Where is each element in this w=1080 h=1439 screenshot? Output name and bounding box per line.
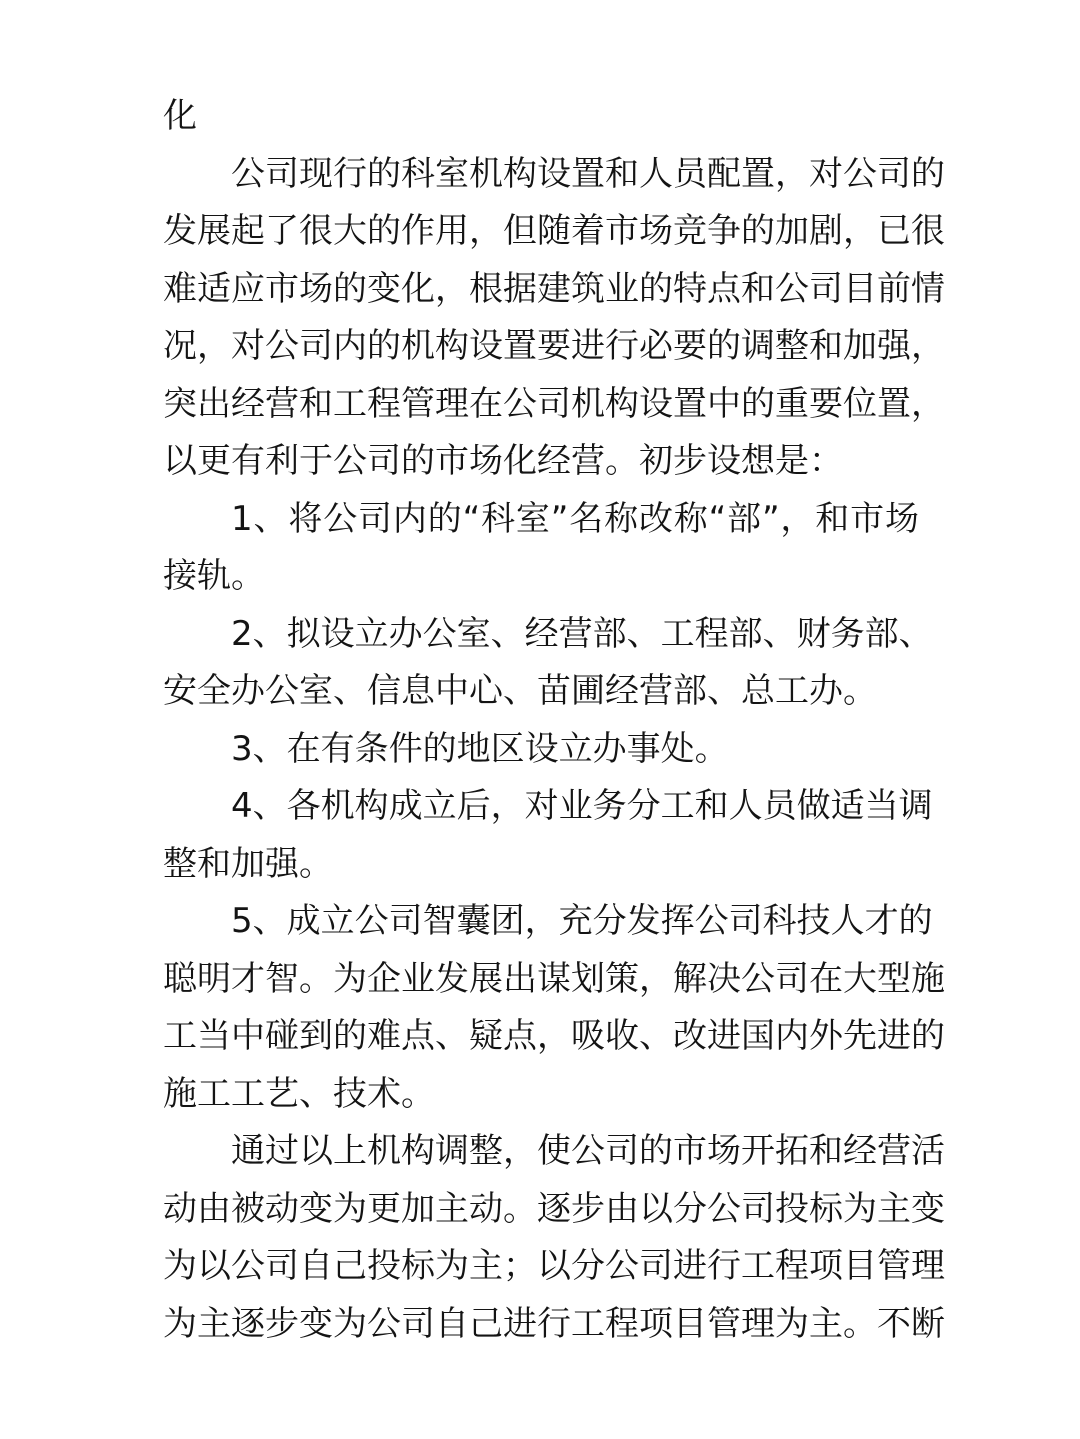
text-line: 公司现行的科室机构设置和人员配置，对公司的 <box>231 153 945 194</box>
paragraph-conclusion <box>163 1123 945 1353</box>
text-line: 况，对公司内的机构设置要进行必要的调整和加强， <box>163 326 945 366</box>
text-line: 整和加强。 <box>163 843 333 884</box>
paragraph-item-5 <box>163 893 945 1123</box>
text-line: 工当中碰到的难点、疑点，吸收、改进国内外先进的 <box>163 1016 945 1056</box>
paragraph-item-3 <box>163 721 919 779</box>
text-line: 突出经营和工程管理在公司机构设置中的重要位置， <box>163 383 945 424</box>
continuation-line <box>163 88 919 146</box>
text-line: 难适应市场的变化，根据建筑业的特点和公司目前情 <box>163 268 945 309</box>
text-line: 为主逐步变为公司自己进行工程项目管理为主。不断 <box>163 1303 945 1344</box>
paragraph-intro <box>163 146 945 491</box>
text-line: 化 <box>163 96 197 136</box>
text-line: 1、将公司内的“科室”名称改称“部”，和市场 <box>231 498 919 539</box>
text-line: 以更有利于公司的市场化经营。初步设想是： <box>163 441 843 481</box>
document-body <box>163 88 945 1353</box>
text-line: 为以公司自己投标为主；以分公司进行工程项目管理 <box>163 1246 945 1286</box>
text-line: 安全办公室、信息中心、苗圃经营部、总工办。 <box>163 671 877 711</box>
text-line: 5、成立公司智囊团，充分发挥公司科技人才的 <box>231 901 933 941</box>
paragraph-item-4 <box>163 778 933 893</box>
paragraph-item-2 <box>163 606 933 721</box>
text-line: 施工工艺、技术。 <box>163 1073 435 1114</box>
text-line: 动由被动变为更加主动。逐步由以分公司投标为主变 <box>163 1188 945 1229</box>
text-line: 接轨。 <box>163 556 265 596</box>
text-line: 3、在有条件的地区设立办事处。 <box>231 728 729 769</box>
paragraph-item-1 <box>163 491 919 606</box>
text-line: 聪明才智。为企业发展出谋划策，解决公司在大型施 <box>163 958 945 999</box>
text-line: 4、各机构成立后，对业务分工和人员做适当调 <box>231 786 933 826</box>
text-line: 通过以上机构调整，使公司的市场开拓和经营活 <box>231 1131 945 1171</box>
text-line: 2、拟设立办公室、经营部、工程部、财务部、 <box>231 613 933 654</box>
text-line: 发展起了很大的作用，但随着市场竞争的加剧，已很 <box>163 211 945 251</box>
